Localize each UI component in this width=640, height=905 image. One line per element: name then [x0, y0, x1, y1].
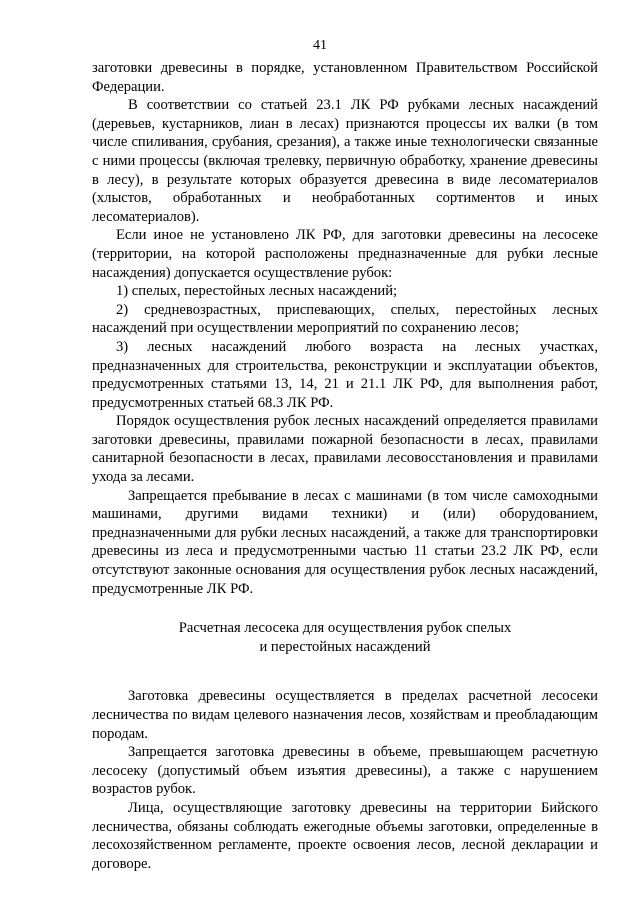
paragraph-obligations: Лица, осуществляющие заготовку древесины на территории Бийского лесничества, обязаны соблюдать ежегодные объемы заготовки, определенные в лесохозяйственном регламенте, проекте освоения лесов, лесной декларации и договоре.	[92, 799, 598, 872]
paragraph-prohibition-machinery: Запрещается пребывание в лесах с машинами (в том числе самоходными машинами, другими видами техники) и (или) оборудованием, предназначенными для рубки лесных насаждений, а также для транспортировки древесины из леса и предусмотренными частью 11 статьи 23.2 ЛК РФ, если отсутствуют законные основания для осуществления рубок лесных насаждений, предусмотренные ЛК РФ.	[92, 487, 598, 597]
paragraph-article-23-1: В соответствии со статьей 23.1 ЛК РФ рубками лесных насаждений (деревьев, кустарников, лиан в лесах) признаются процессы их валки (в том числе спиливания, срубания, срезания), а также иные технологически связанные с ними процессы (включая трелевку, первичную обработку, хранение древесины в лесу), в результате которых образуется древесина в виде лесоматериалов (хлыстов, обработанных и необработанных сортиментов и иных лесоматериалов).	[92, 97, 598, 225]
section-heading-line-1: Расчетная лесосека для осуществления рубок спелых	[178, 620, 512, 637]
section-heading	[92, 619, 598, 656]
list-item-2: 2) средневозрастных, приспевающих, спелых, перестойных лесных насаждений при осуществлении мероприятий по сохранению лесов;	[92, 301, 598, 337]
paragraph-continuation: заготовки древесины в порядке, установленном Правительством Российской Федерации.	[92, 60, 598, 95]
paragraph-prohibition-volume: Запрещается заготовка древесины в объеме, превышающем расчетную лесосеку (допустимый объем изъятия древесины), а также с нарушением возрастов рубок.	[92, 744, 598, 798]
page-number: 41	[313, 38, 327, 53]
paragraph-allowed-felling: Если иное не установлено ЛК РФ, для заготовки древесины на лесосеке (территории, на которой расположены предназначенные для рубки лесные насаждения) допускается осуществление рубок:	[92, 227, 598, 281]
section-heading-line-2: и перестойных насаждений	[259, 638, 431, 655]
paragraph-harvesting-limits: Заготовка древесины осуществляется в пределах расчетной лесосеки лесничества по видам целевого назначения лесов, хозяйствам и преобладающим породам.	[92, 688, 598, 742]
list-item-3: 3) лесных насаждений любого возраста на лесных участках, предназначенных для строительства, реконструкции и эксплуатации объектов, предусмотренных статьями 13, 14, 21 и 21.1 ЛК РФ, для выполнения работ, предусмотренных статьей 68.3 ЛК РФ.	[92, 338, 598, 411]
paragraph-felling-procedure: Порядок осуществления рубок лесных насаждений определяется правилами заготовки древесины, правилами пожарной безопасности в лесах, правилами санитарной безопасности в лесах, правилами лесовосстановления и правилами ухода за лесами.	[92, 413, 598, 486]
list-item-1: 1) спелых, перестойных лесных насаждений;	[116, 283, 398, 300]
document-body	[92, 59, 598, 873]
